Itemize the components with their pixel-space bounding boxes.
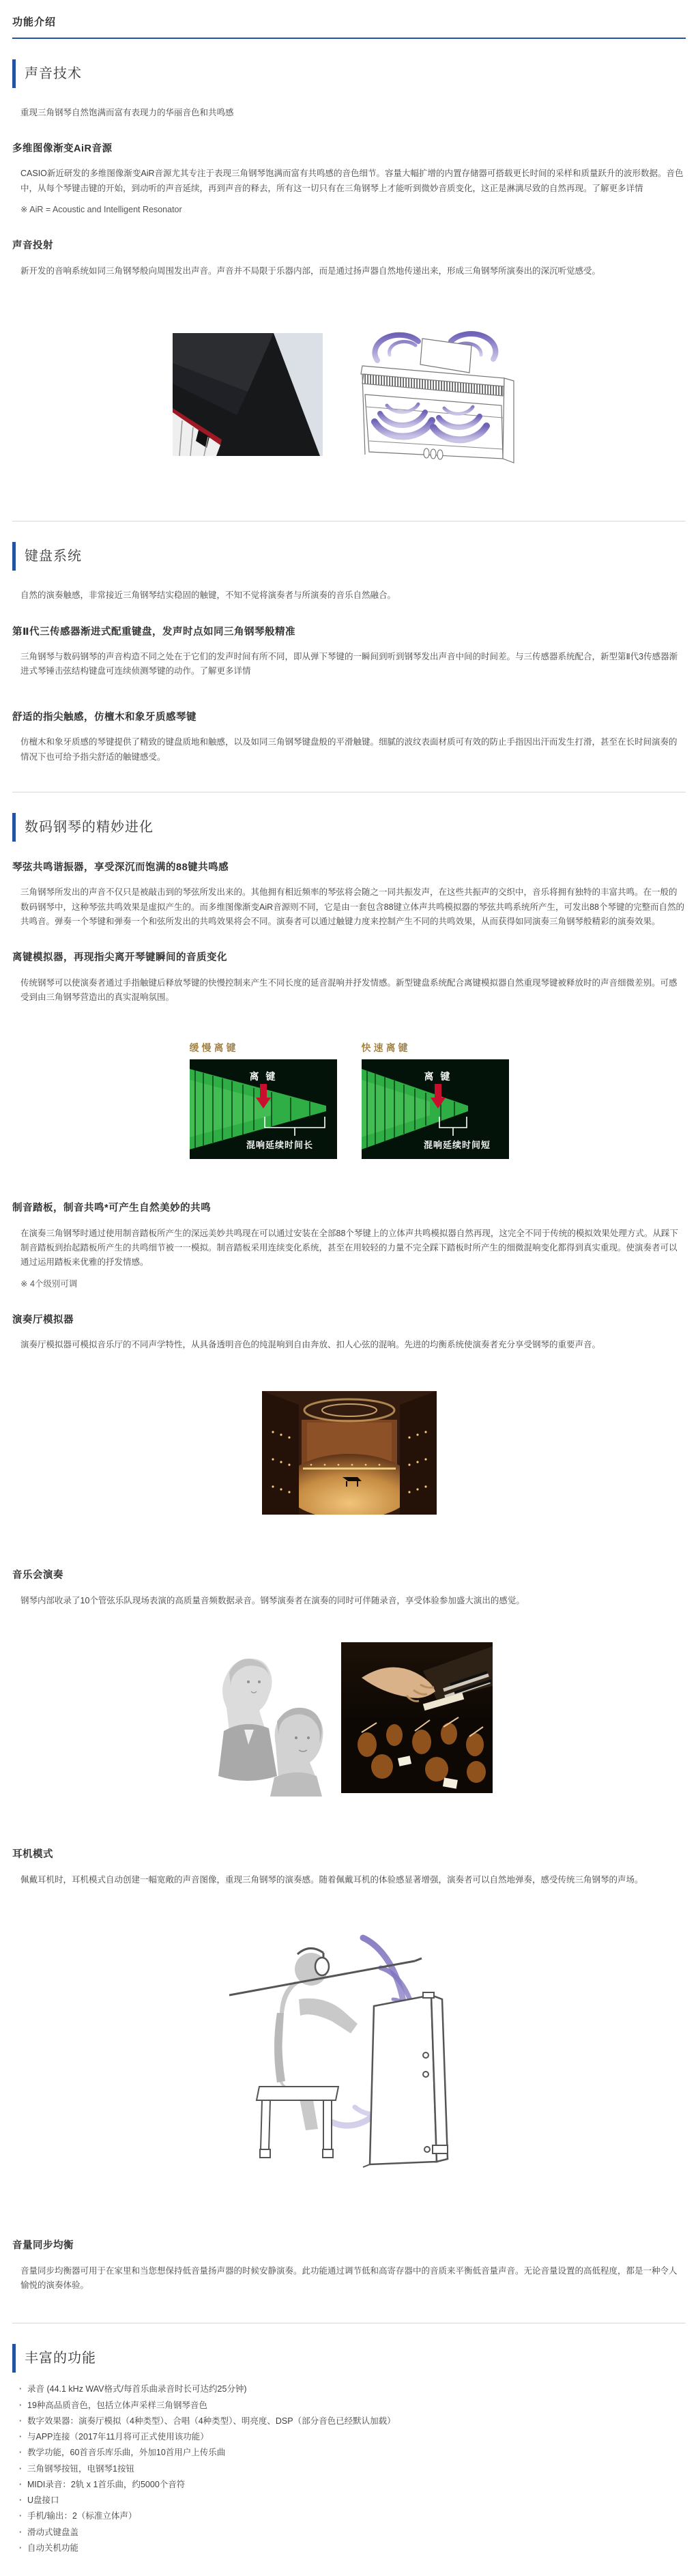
feature-item: · 手机/输出：2（标准立体声） — [18, 2509, 686, 2523]
volume-sync-body: 音量同步均衡器可用于在家里和当您想保持低音量扬声器的时候安静演奏。此功能通过调节低和高寄存器中的音质来平衡低音量声音。无论音量设置的高低程度，都是一种令人愉悦的演奏体验。 — [20, 2265, 678, 2291]
string-resonator-body: 三角钢琴所发出的声音不仅只是被敲击到的琴弦所发出来的。其他拥有相近频率的琴弦将会随之一同共振发声，在这些共振声的交织中，音乐将拥有独特的丰富共鸣。在一般的数码钢琴中，这种琴弦共鸣效果是虚拟产生的。而多维图像渐变AiR音源则不同，它是由一套包含88键立体声共鸣模拟器的琴弦共鸣系统所产生，可发出88个琴键的完整而自然的共鸣音。弹奏一个琴键和弹奏一个和弦所发出的共鸣效果将会不同。演奏者可以通过触键力度来控制产生不同的共鸣效果，从而获得如同演奏三角钢琴般精彩的演奏效果。 — [20, 887, 684, 926]
key-touch-title: 舒适的指尖触感，仿檀木和象牙质感琴键 — [12, 711, 197, 723]
headphone-player-art — [229, 1924, 469, 2178]
key-off-body: 传统钢琴可以使演奏者通过手指触键后释放琴键的快慢控制来产生不同长度的延音混响并抒发情感。新型键盘系统配合离键模拟器自然重现琴键被释放时的声音细微差别。可感受到由三角钢琴营造出的真实混响氛围。 — [20, 977, 678, 1003]
waveform-fast-marker-text: 离 键 — [424, 1071, 452, 1083]
sensor-learn-more-link[interactable]: 了解更多详情 — [199, 666, 251, 676]
waveform-fast-art — [362, 1059, 509, 1159]
feature-item: · U盘接口 — [18, 2493, 686, 2508]
feature-item: · 三角钢琴按钮，电钢琴1按钮 — [18, 2462, 686, 2476]
air-source-title: 多维图像渐变AiR音源 — [12, 143, 113, 154]
keyboard-intro: 自然的演奏触感，非常接近三角钢琴结实稳固的触键，不知不觉将演奏者与所演奏的音乐自然融合。 — [20, 590, 396, 601]
concert-play-title: 音乐会演奏 — [12, 1569, 63, 1581]
composer-portraits-sketch — [206, 1642, 333, 1801]
section-sound-technology — [12, 59, 686, 476]
tri-sensor-text: 三角钢琴与数码钢琴的声音构造不同之处在于它们的发声时间有所不同，即从弹下琴键的一瞬间到听到钢琴发出声音中间的时间差。与三传感器系统配合，新型第Ⅱ代3传感器渐进式琴锤击弦结构键盘可连续侦测琴键的动作。 — [20, 652, 678, 676]
orchestra-performance-photo — [341, 1642, 493, 1798]
waveform-slow-art — [190, 1059, 337, 1159]
concert-figures — [12, 1642, 686, 1801]
waveform-slow-label: 缓慢离键 — [189, 1042, 239, 1054]
piano-cabinet-closeup-photo — [173, 333, 323, 461]
sound-projection-title: 声音投射 — [12, 240, 53, 252]
waveform-fast-release — [362, 1040, 509, 1159]
headphone-player-illustration — [229, 1924, 469, 2183]
waveform-slow-release — [190, 1040, 337, 1159]
concert-play-body: 钢琴内部收录了10个管弦乐队现场表演的高质量音频数据录音。钢琴演奏者在演奏的同时可伴随录音，享受体验参加盛大演出的感觉。 — [20, 1595, 525, 1605]
waveform-slow-caption: 混响延续时间长 — [246, 1140, 313, 1151]
feature-item: · 数字效果器：演奏厅模拟（4种类型）、合唱（4种类型）、明亮度、DSP（部分音色已经默认加载） — [18, 2414, 686, 2429]
key-off-waveform-figures — [12, 1040, 686, 1159]
section-heading-sound: 声音技术 — [12, 59, 686, 88]
sound-projection-figures — [12, 318, 686, 476]
feature-item: · 教学功能，60首音乐库乐曲，外加10首用户上传乐曲 — [18, 2446, 686, 2460]
section-digital-evolution — [12, 813, 686, 2293]
damper-pedal-title: 制音踏板，制音共鸣*可产生自然美妙的共鸣 — [12, 1203, 212, 1214]
air-source-text: CASIO新近研发的多维图像渐变AiR音源尤其专注于表现三角钢琴饱满而富有共鸣感的音色细节。容量大幅扩增的内置存储器可搭载更长时间的采样和质量跃升的波形数据。音色中，从每个琴键击键的开始，到动听的声音延续，再到声音的释去，所有这一切只有在三角钢琴上才能听到微妙音质变化，这正是淋漓尽致的自然再现。 — [20, 169, 684, 193]
string-resonator-title: 琴弦共鸣谐振器，享受深沉而饱满的88键共鸣感 — [12, 861, 229, 873]
feature-item: · MIDI录音：2轨 x 1首乐曲，约5000个音符 — [18, 2478, 686, 2492]
air-note: ※ AiR = Acoustic and Intelligent Resonator — [20, 204, 182, 214]
piano-sound-projection-illustration — [342, 318, 526, 476]
key-off-title: 离键模拟器，再现指尖离开琴键瞬间的音质变化 — [12, 952, 227, 964]
air-source-body — [12, 167, 684, 196]
section-keyboard-system — [12, 542, 686, 764]
concert-hall-photo — [262, 1391, 437, 1519]
piano-sound-projection-art — [342, 318, 526, 471]
orchestra-performance-art — [341, 1642, 493, 1793]
feature-item: · 19种高品质音色，包括立体声采样三角钢琴音色 — [18, 2399, 686, 2413]
waveform-slow-marker-text: 离 键 — [249, 1071, 277, 1083]
feature-item: · 自动关机功能 — [18, 2541, 686, 2556]
volume-sync-title: 音量同步均衡 — [12, 2240, 74, 2252]
damper-pedal-body: 在演奏三角钢琴时通过使用制音踏板所产生的深远美妙共鸣现在可以通过安装在全部88个琴键上的立体声共鸣模拟器自然再现，这完全不同于传统的模拟效果处理方式。从踩下制音踏板到抬起踏板所产生的共鸣细节被一一模拟。制音踏板采用连续变化系统，甚至在用较轻的力量不完全踩下踏板时所产生的细微混响变化都得到真实重现。使演奏者可以通过运用踏板来优雅的抒发情感。 — [20, 1228, 678, 1268]
air-learn-more-link[interactable]: 了解更多详情 — [592, 183, 643, 193]
feature-item: · 滑动式键盘盖 — [18, 2525, 686, 2540]
damper-note: ※ 4个级别可调 — [20, 1278, 78, 1289]
piano-cabinet-closeup-art — [173, 333, 323, 456]
waveform-fast-label: 快速离键 — [361, 1042, 411, 1054]
section-heading-evolution: 数码钢琴的精妙进化 — [12, 813, 686, 842]
hall-figure-wrap — [12, 1391, 686, 1519]
section-heading-features: 丰富的功能 — [12, 2344, 686, 2373]
headphone-figure-wrap — [12, 1924, 686, 2183]
hall-simulator-title: 演奏厅模拟器 — [12, 1314, 74, 1326]
sound-intro: 重现三角钢琴自然饱满而富有表现力的华丽音色和共鸣感 — [20, 107, 234, 117]
feature-item: · 与APP连接（2017年11月将可正式使用该功能） — [18, 2430, 686, 2444]
section-heading-keyboard: 键盘系统 — [12, 542, 686, 571]
hall-simulator-body: 演奏厅模拟器可模拟音乐厅的不同声学特性，从具备透明音色的纯混响到自由奔放、扣人心弦的混响。先进的均衡系统使演奏者充分享受钢琴的重要声音。 — [20, 1340, 601, 1350]
key-touch-body: 仿檀木和象牙质感的琴键提供了精致的键盘质地和触感，以及如同三角钢琴键盘般的平滑触键。细腻的波纹表面材质可有效的防止手指因出汗而发生打滑，甚至在长时间演奏的情况下也可给予指尖舒适的触键感受。 — [20, 737, 678, 762]
feature-item: · 录音 (44.1 kHz WAV格式/每首乐曲录音时长可达约25分钟) — [18, 2382, 686, 2396]
concert-hall-art — [262, 1391, 437, 1515]
tri-sensor-body — [12, 650, 684, 679]
headphone-mode-body: 佩戴耳机时，耳机模式自动创建一幅宽敞的声音图像，重现三角钢琴的演奏感。随着佩戴耳机的体验感显著增强，演奏者可以自然地弹奏，感受传统三角钢琴的声场。 — [20, 1874, 643, 1885]
headphone-mode-title: 耳机模式 — [12, 1849, 53, 1861]
feature-list — [18, 2382, 686, 2556]
sound-projection-body: 新开发的音响系统如同三角钢琴般向周围发出声音。声音并不局限于乐器内部，而是通过扬声器自然地传递出来，形成三角钢琴所演奏出的深沉听觉感受。 — [20, 266, 601, 276]
composer-portraits-art — [206, 1642, 333, 1797]
title-underline — [12, 38, 686, 39]
section-rich-features — [12, 2344, 686, 2556]
page-title: 功能介绍 — [12, 16, 57, 28]
tri-sensor-title: 第Ⅱ代三传感器渐进式配重键盘，发声时点如同三角钢琴般精准 — [12, 626, 296, 638]
waveform-fast-caption: 混响延续时间短 — [423, 1140, 491, 1151]
